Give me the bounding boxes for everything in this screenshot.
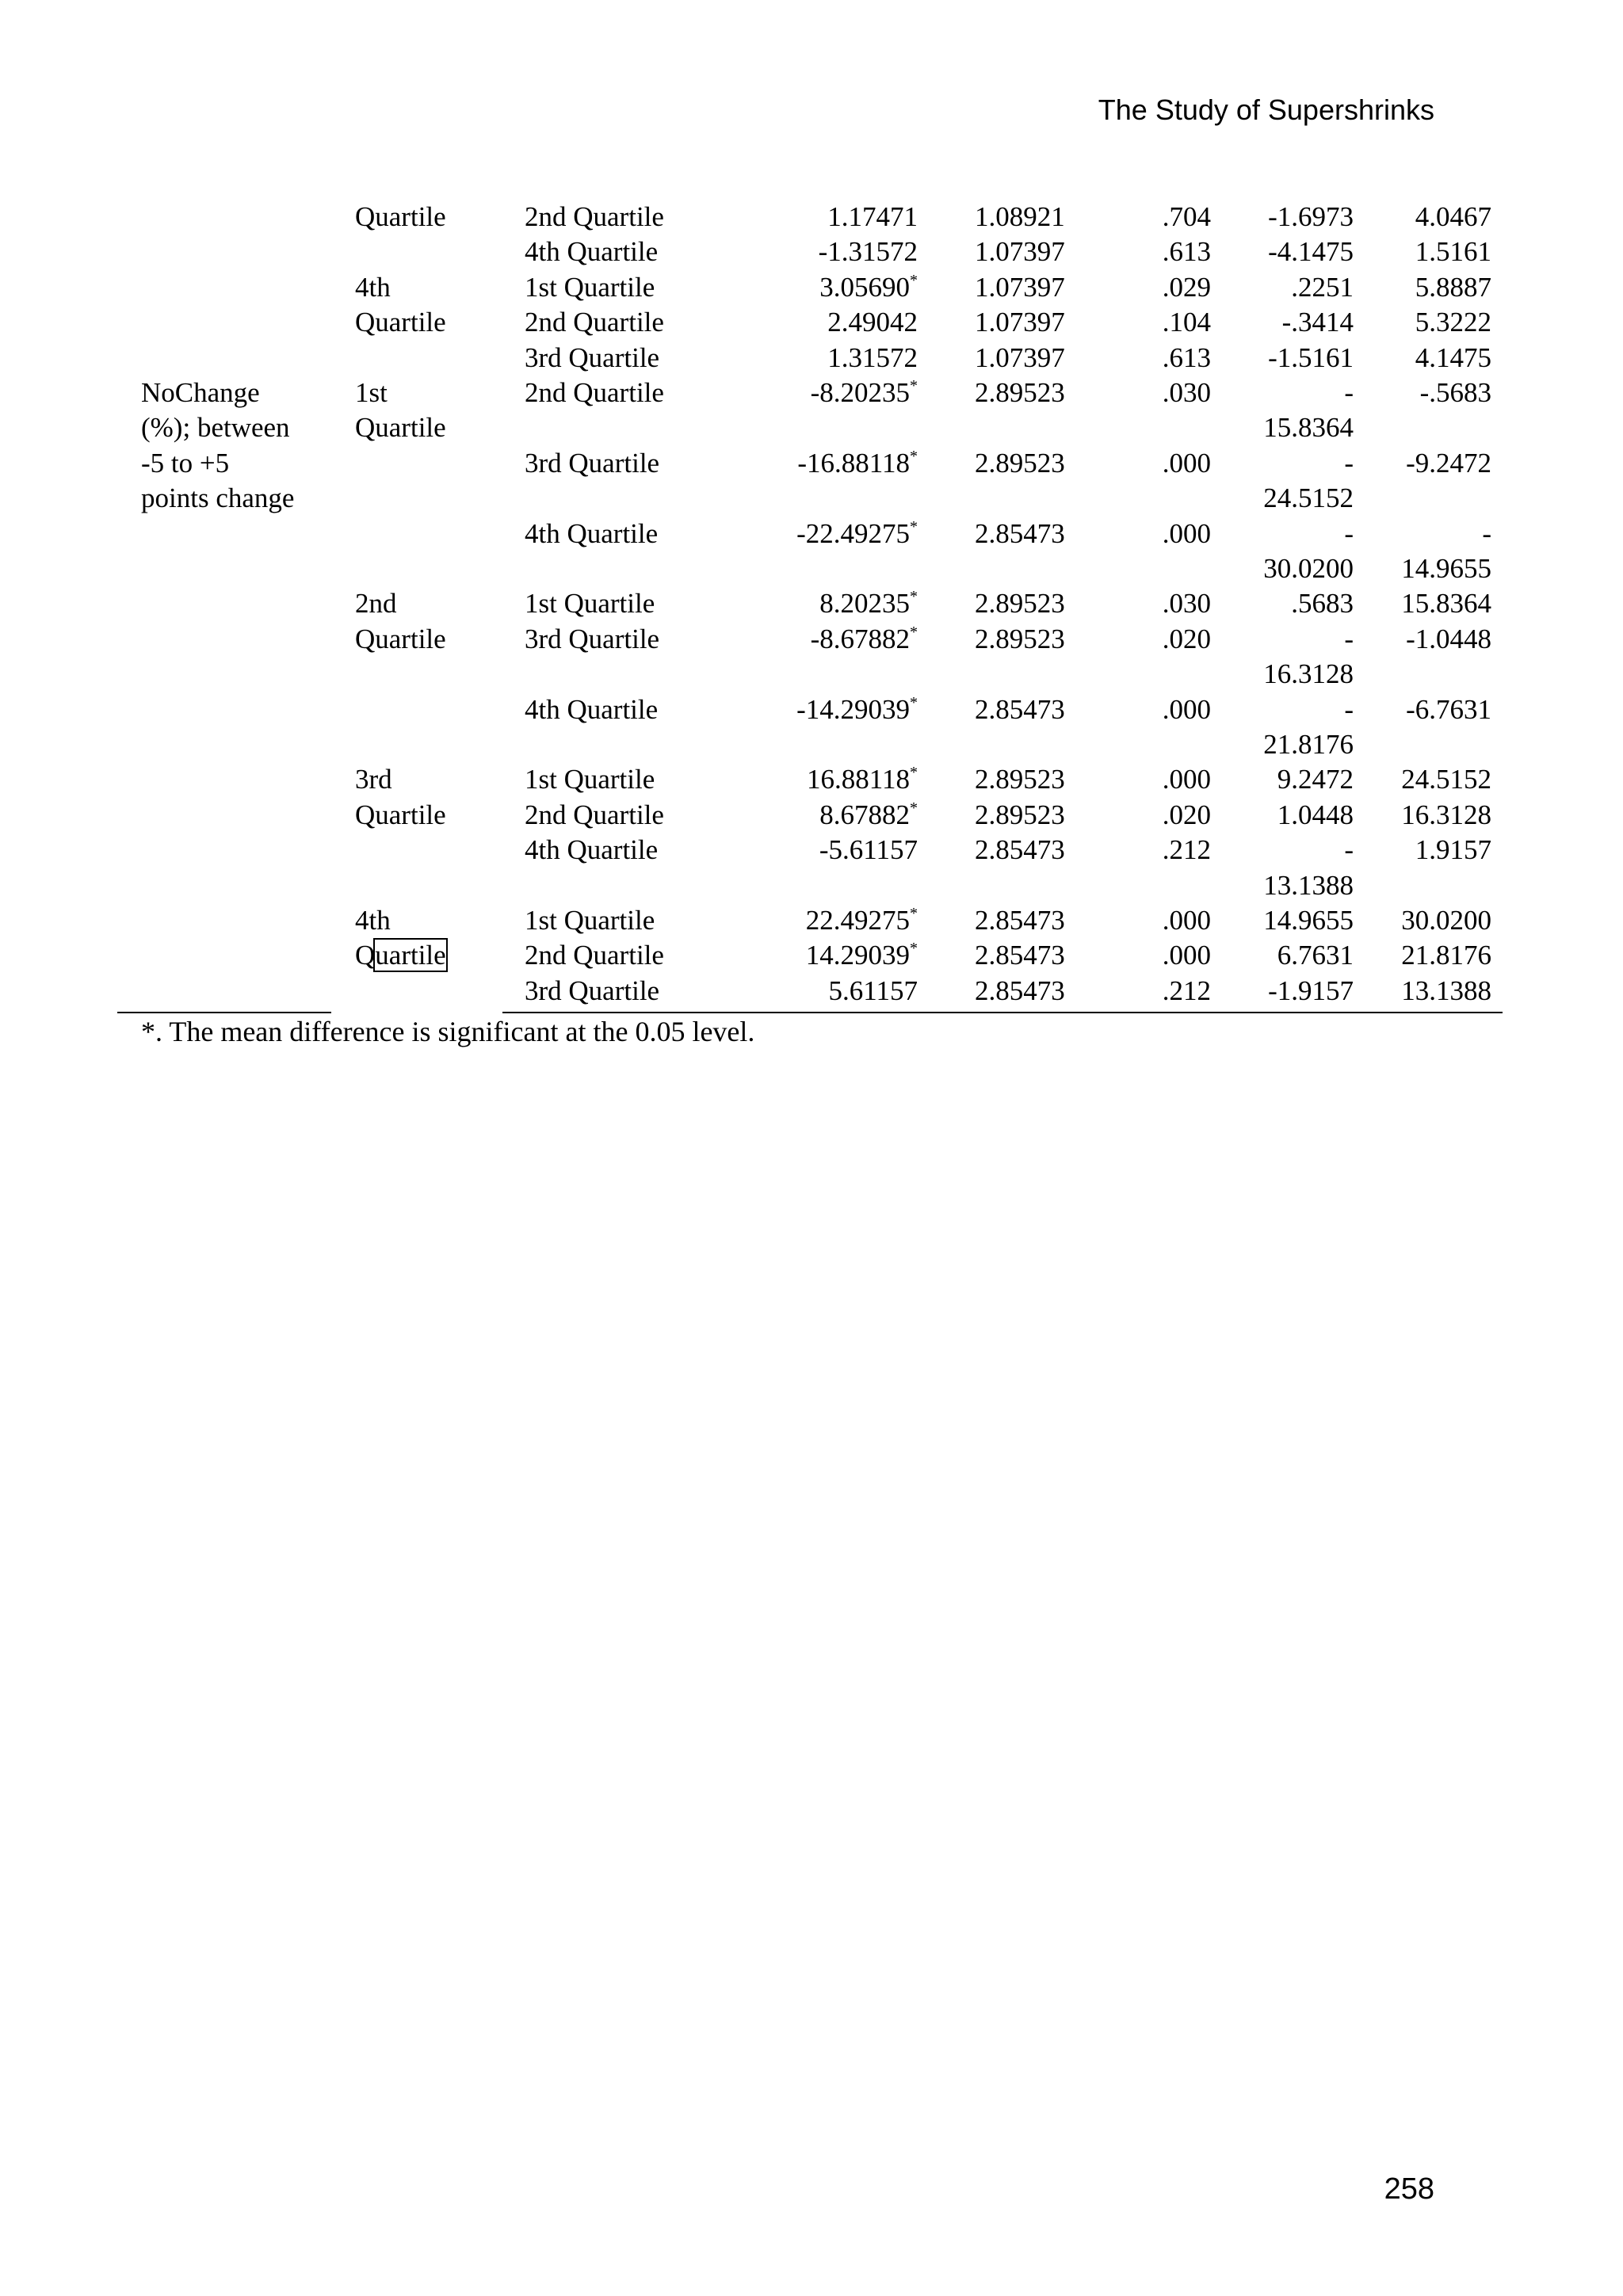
cell-md: 8.67882* — [819, 799, 918, 830]
significance-marker: * — [910, 799, 918, 817]
cell-hi: 4.0467 — [1415, 201, 1491, 232]
cell-lo: - — [1344, 377, 1354, 408]
cell-hi: 5.3222 — [1415, 307, 1491, 338]
cell-se: 2.89523 — [975, 377, 1065, 408]
significance-marker: * — [910, 940, 918, 958]
cell-md: -14.29039* — [796, 693, 918, 725]
cell-md: 22.49275* — [805, 905, 918, 936]
cell-i: Quartile — [355, 307, 446, 338]
cell-j: 4th Quartile — [525, 693, 659, 725]
cell-hi: 30.0200 — [1401, 905, 1491, 936]
cell-hi: 4.1475 — [1415, 341, 1491, 373]
cell-p: .030 — [1162, 377, 1211, 408]
cell-j: 2nd Quartile — [525, 940, 664, 971]
cell-hi: - — [1482, 517, 1491, 549]
dependent-variable-label: (%); between — [141, 412, 290, 444]
cell-se: 2.89523 — [975, 764, 1065, 795]
cell-md: -22.49275* — [796, 517, 918, 549]
cell-md: -8.20235* — [810, 377, 918, 408]
cell-md: -5.61157 — [819, 834, 918, 866]
cell-j: 4th Quartile — [525, 517, 659, 549]
cell-lo: -1.9157 — [1268, 974, 1354, 1006]
cell-p: .030 — [1162, 588, 1211, 620]
cell-i — [355, 938, 446, 973]
cell-j: 2nd Quartile — [525, 799, 664, 830]
cell-p: .020 — [1162, 799, 1211, 830]
cell-md: -1.31572 — [818, 236, 918, 268]
cell-se: 2.89523 — [975, 447, 1065, 479]
cell-lo: - — [1344, 623, 1354, 654]
cell-lo: 9.2472 — [1277, 764, 1354, 795]
significance-marker: * — [910, 447, 918, 465]
dependent-variable-label: -5 to +5 — [141, 447, 230, 479]
cell-hi: 13.1388 — [1401, 974, 1491, 1006]
significance-marker: * — [910, 764, 918, 782]
cell-p: .212 — [1162, 834, 1211, 866]
cell-i: 2nd — [355, 588, 397, 620]
cell-p: .000 — [1162, 693, 1211, 725]
cell-se: 1.07397 — [975, 307, 1065, 338]
cell-lo: 24.5152 — [1263, 482, 1354, 514]
table-bottom-rule-right — [502, 1012, 1503, 1013]
cell-se: 2.85473 — [975, 940, 1065, 971]
cell-i: 1st — [355, 377, 388, 408]
cell-i: 4th — [355, 905, 391, 936]
cell-p: .000 — [1162, 447, 1211, 479]
cell-se: 2.85473 — [975, 693, 1065, 725]
cell-lo: 30.0200 — [1263, 553, 1354, 584]
cell-i: Quartile — [355, 201, 446, 232]
cell-se: 2.85473 — [975, 517, 1065, 549]
cell-md: -16.88118* — [797, 447, 918, 479]
cell-md: 5.61157 — [828, 974, 918, 1006]
cell-p: .029 — [1162, 271, 1211, 303]
cell-md: 1.31572 — [827, 341, 918, 373]
cell-md: 14.29039* — [805, 940, 918, 971]
significance-marker: * — [910, 905, 918, 922]
cell-p: .000 — [1162, 905, 1211, 936]
cell-lo: 21.8176 — [1263, 729, 1354, 760]
cell-i: Quartile — [355, 623, 446, 654]
cell-j: 1st Quartile — [525, 588, 655, 620]
cell-md: 8.20235* — [819, 588, 918, 620]
cell-i: 3rd — [355, 764, 392, 795]
cell-hi: -.5683 — [1419, 377, 1491, 408]
cell-j: 1st Quartile — [525, 905, 655, 936]
cell-p: .000 — [1162, 940, 1211, 971]
significance-marker: * — [910, 588, 918, 606]
cell-p: .104 — [1162, 307, 1211, 338]
cell-i: Quartile — [355, 799, 446, 830]
cell-j: 3rd Quartile — [525, 974, 660, 1006]
cell-md: 1.17471 — [827, 201, 918, 232]
cell-se: 2.85473 — [975, 974, 1065, 1006]
cell-hi: 16.3128 — [1401, 799, 1491, 830]
highlight-box: uartile — [375, 940, 446, 971]
cell-lo: - — [1344, 447, 1354, 479]
cell-j: 3rd Quartile — [525, 623, 660, 654]
table-bottom-rule-left — [117, 1012, 331, 1013]
cell-p: .000 — [1162, 517, 1211, 549]
cell-se: 2.89523 — [975, 799, 1065, 830]
cell-se: 1.08921 — [975, 201, 1065, 232]
cell-hi: -1.0448 — [1406, 623, 1491, 654]
cell-hi: 1.9157 — [1415, 834, 1491, 866]
significance-marker: * — [910, 623, 918, 641]
cell-se: 2.89523 — [975, 623, 1065, 654]
cell-lo: .5683 — [1291, 588, 1354, 620]
footnote: *. The mean difference is significant at the 0.05 level. — [141, 1016, 755, 1047]
cell-hi: 21.8176 — [1401, 940, 1491, 971]
cell-j: 1st Quartile — [525, 764, 655, 795]
cell-lo: - — [1344, 693, 1354, 725]
cell-j: 2nd Quartile — [525, 307, 664, 338]
significance-marker: * — [910, 271, 918, 289]
cell-se: 1.07397 — [975, 271, 1065, 303]
dependent-variable-label: NoChange — [141, 377, 260, 408]
running-head: The Study of Supershrinks — [1098, 93, 1434, 126]
significance-marker: * — [910, 377, 918, 395]
cell-lo: 14.9655 — [1263, 905, 1354, 936]
cell-md: -8.67882* — [810, 623, 918, 654]
page-number: 258 — [1384, 2172, 1434, 2206]
cell-p: .000 — [1162, 764, 1211, 795]
cell-md: 2.49042 — [827, 307, 918, 338]
cell-lo: - — [1344, 834, 1354, 866]
cell-se: 2.85473 — [975, 905, 1065, 936]
cell-j: 1st Quartile — [525, 271, 655, 303]
cell-se: 2.89523 — [975, 588, 1065, 620]
cell-lo: .2251 — [1291, 271, 1354, 303]
cell-hi: 14.9655 — [1401, 553, 1491, 584]
significance-marker: * — [910, 693, 918, 711]
cell-lo: 16.3128 — [1263, 658, 1354, 690]
cell-se: 1.07397 — [975, 236, 1065, 268]
cell-hi: -6.7631 — [1406, 693, 1491, 725]
cell-i: 4th — [355, 271, 391, 303]
cell-hi: 15.8364 — [1401, 588, 1491, 620]
cell-lo: -4.1475 — [1268, 236, 1354, 268]
dependent-variable-label: points change — [141, 482, 295, 514]
cell-p: .613 — [1162, 341, 1211, 373]
cell-text: Q — [355, 940, 376, 971]
cell-i: Quartile — [355, 412, 446, 444]
cell-hi: 24.5152 — [1401, 764, 1491, 795]
cell-md: 3.05690* — [819, 271, 918, 303]
cell-lo: -1.6973 — [1268, 201, 1354, 232]
cell-lo: -1.5161 — [1268, 341, 1354, 373]
cell-j: 2nd Quartile — [525, 201, 664, 232]
significance-marker: * — [910, 517, 918, 536]
cell-se: 2.85473 — [975, 834, 1065, 866]
cell-se: 1.07397 — [975, 341, 1065, 373]
cell-p: .613 — [1162, 236, 1211, 268]
cell-j: 3rd Quartile — [525, 447, 660, 479]
cell-lo: 15.8364 — [1263, 412, 1354, 444]
cell-p: .704 — [1162, 201, 1211, 232]
cell-hi: -9.2472 — [1406, 447, 1491, 479]
cell-j: 4th Quartile — [525, 236, 659, 268]
cell-md: 16.88118* — [807, 764, 918, 795]
cell-j: 4th Quartile — [525, 834, 659, 866]
cell-j: 3rd Quartile — [525, 341, 660, 373]
cell-lo: 1.0448 — [1277, 799, 1354, 830]
cell-j: 2nd Quartile — [525, 377, 664, 408]
cell-lo: - — [1344, 517, 1354, 549]
cell-hi: 1.5161 — [1415, 236, 1491, 268]
cell-p: .212 — [1162, 974, 1211, 1006]
cell-lo: -.3414 — [1281, 307, 1354, 338]
cell-p: .020 — [1162, 623, 1211, 654]
cell-lo: 6.7631 — [1277, 940, 1354, 971]
cell-lo: 13.1388 — [1263, 869, 1354, 901]
cell-hi: 5.8887 — [1415, 271, 1491, 303]
